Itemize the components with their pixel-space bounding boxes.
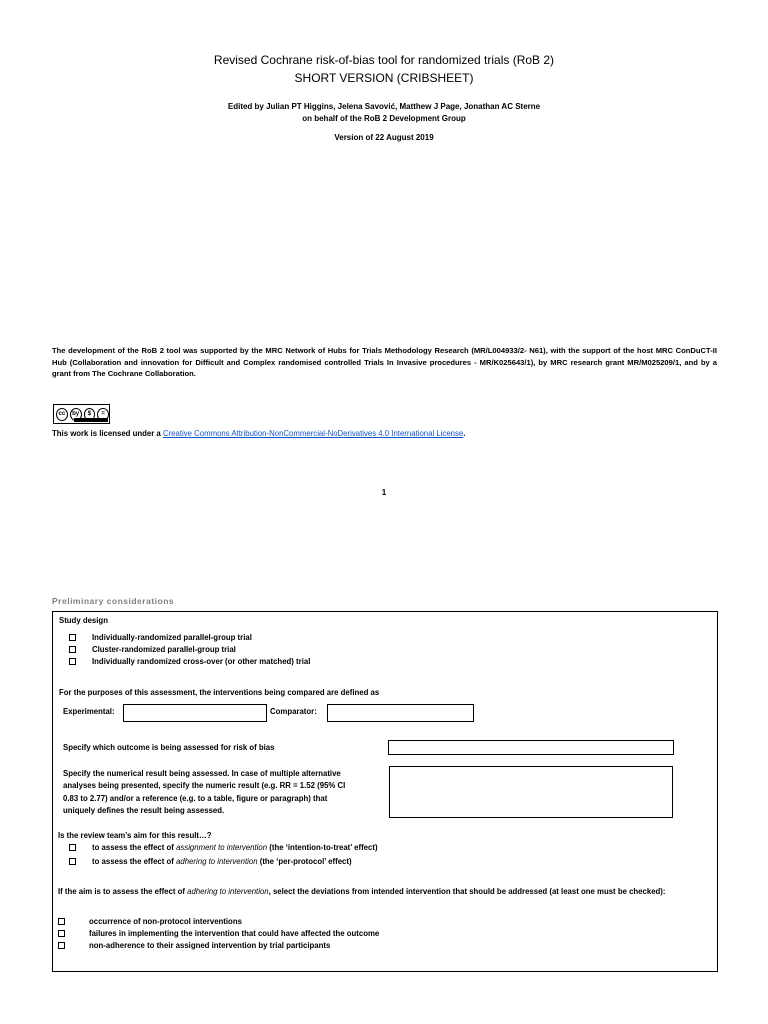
preliminary-box xyxy=(52,611,718,972)
section-title-preliminary: Preliminary considerations xyxy=(52,596,175,606)
cc-icon: cc xyxy=(56,408,68,421)
checkbox-icon[interactable] xyxy=(69,858,76,865)
experimental-field[interactable] xyxy=(123,704,267,722)
aim-option-itt[interactable]: to assess the effect of assignment to intervention (the ‘intention-to-treat’ effect) xyxy=(69,843,378,852)
license-link[interactable]: Creative Commons Attribution-NonCommercial-NoDerivatives 4.0 International License xyxy=(162,429,464,438)
aim-question: Is the review team’s aim for this result…? xyxy=(58,831,212,840)
editors-line: Edited by Julian PT Higgins, Jelena Savović, Matthew J Page, Jonathan AC Sterne xyxy=(227,102,541,111)
document-subtitle: SHORT VERSION (CRIBSHEET) xyxy=(294,71,474,85)
interventions-intro: For the purposes of this assessment, the interventions being compared are defined as xyxy=(59,688,380,697)
checkbox-icon[interactable] xyxy=(58,942,65,949)
numerical-result-field[interactable] xyxy=(389,766,673,818)
badge-label-strip xyxy=(74,418,108,422)
study-design-option[interactable]: Individually randomized cross-over (or other matched) trial xyxy=(69,657,310,666)
version-line: Version of 22 August 2019 xyxy=(334,133,434,142)
checkbox-icon[interactable] xyxy=(58,918,65,925)
creative-commons-badge[interactable] xyxy=(53,404,110,424)
document-title: Revised Cochrane risk-of-bias tool for randomized trials (RoB 2) xyxy=(213,53,555,67)
checkbox-icon[interactable] xyxy=(58,930,65,937)
deviations-instruction: If the aim is to assess the effect of adhering to intervention, select the deviations from intended intervention that should be addressed (at least one must be checked): xyxy=(58,887,666,896)
comparator-field[interactable] xyxy=(327,704,474,722)
numerical-result-label: Specify the numerical result being assessed. In case of multiple alternative analyses being presented, specify the numeric result (e.g. RR = 1.52 (95% CI 0.83 to 2.77) and/or a reference (e.g. to a table, figure or paragraph) that uniquely defines the result being assessed. xyxy=(63,769,346,815)
comparator-label: Comparator: xyxy=(270,707,317,716)
noncommercial-icon: $ xyxy=(84,408,96,421)
development-group-line: on behalf of the RoB 2 Development Group xyxy=(302,114,466,123)
deviation-option[interactable]: failures in implementing the intervention that could have affected the outcome xyxy=(58,929,379,938)
page-number: 1 xyxy=(381,488,387,497)
license-prefix: This work is licensed under a xyxy=(52,429,163,438)
checkbox-icon[interactable] xyxy=(69,646,76,653)
aim-option-per-protocol[interactable]: to assess the effect of adhering to intervention (the ‘per-protocol’ effect) xyxy=(69,857,352,866)
license-suffix: . xyxy=(463,429,466,438)
outcome-label: Specify which outcome is being assessed for risk of bias xyxy=(63,743,275,752)
checkbox-icon[interactable] xyxy=(69,634,76,641)
deviation-option[interactable]: occurrence of non-protocol interventions xyxy=(58,917,242,926)
study-design-label: Study design xyxy=(59,616,108,625)
deviation-option[interactable]: non-adherence to their assigned intervention by trial participants xyxy=(58,941,330,950)
checkbox-icon[interactable] xyxy=(69,658,76,665)
license-line xyxy=(52,429,465,438)
outcome-field[interactable] xyxy=(388,740,674,755)
funding-paragraph: The development of the RoB 2 tool was supported by the MRC Network of Hubs for Trials Methodology Research (MR/L004933/2- N61), with the support of the host MRC ConDuCT-II Hub (Collaboration and innovation for Difficult and Complex randomised controlled Trials In Invasive procedures - MR/K025643/1), by MRC research grant MR/M025209/1, and by a grant from The Cochrane Collaboration. xyxy=(52,346,717,379)
study-design-option[interactable]: Individually-randomized parallel-group trial xyxy=(69,633,252,642)
experimental-label: Experimental: xyxy=(63,707,115,716)
study-design-option[interactable]: Cluster-randomized parallel-group trial xyxy=(69,645,236,654)
noderivatives-icon: = xyxy=(97,408,109,421)
attribution-icon: by xyxy=(70,408,82,421)
checkbox-icon[interactable] xyxy=(69,844,76,851)
